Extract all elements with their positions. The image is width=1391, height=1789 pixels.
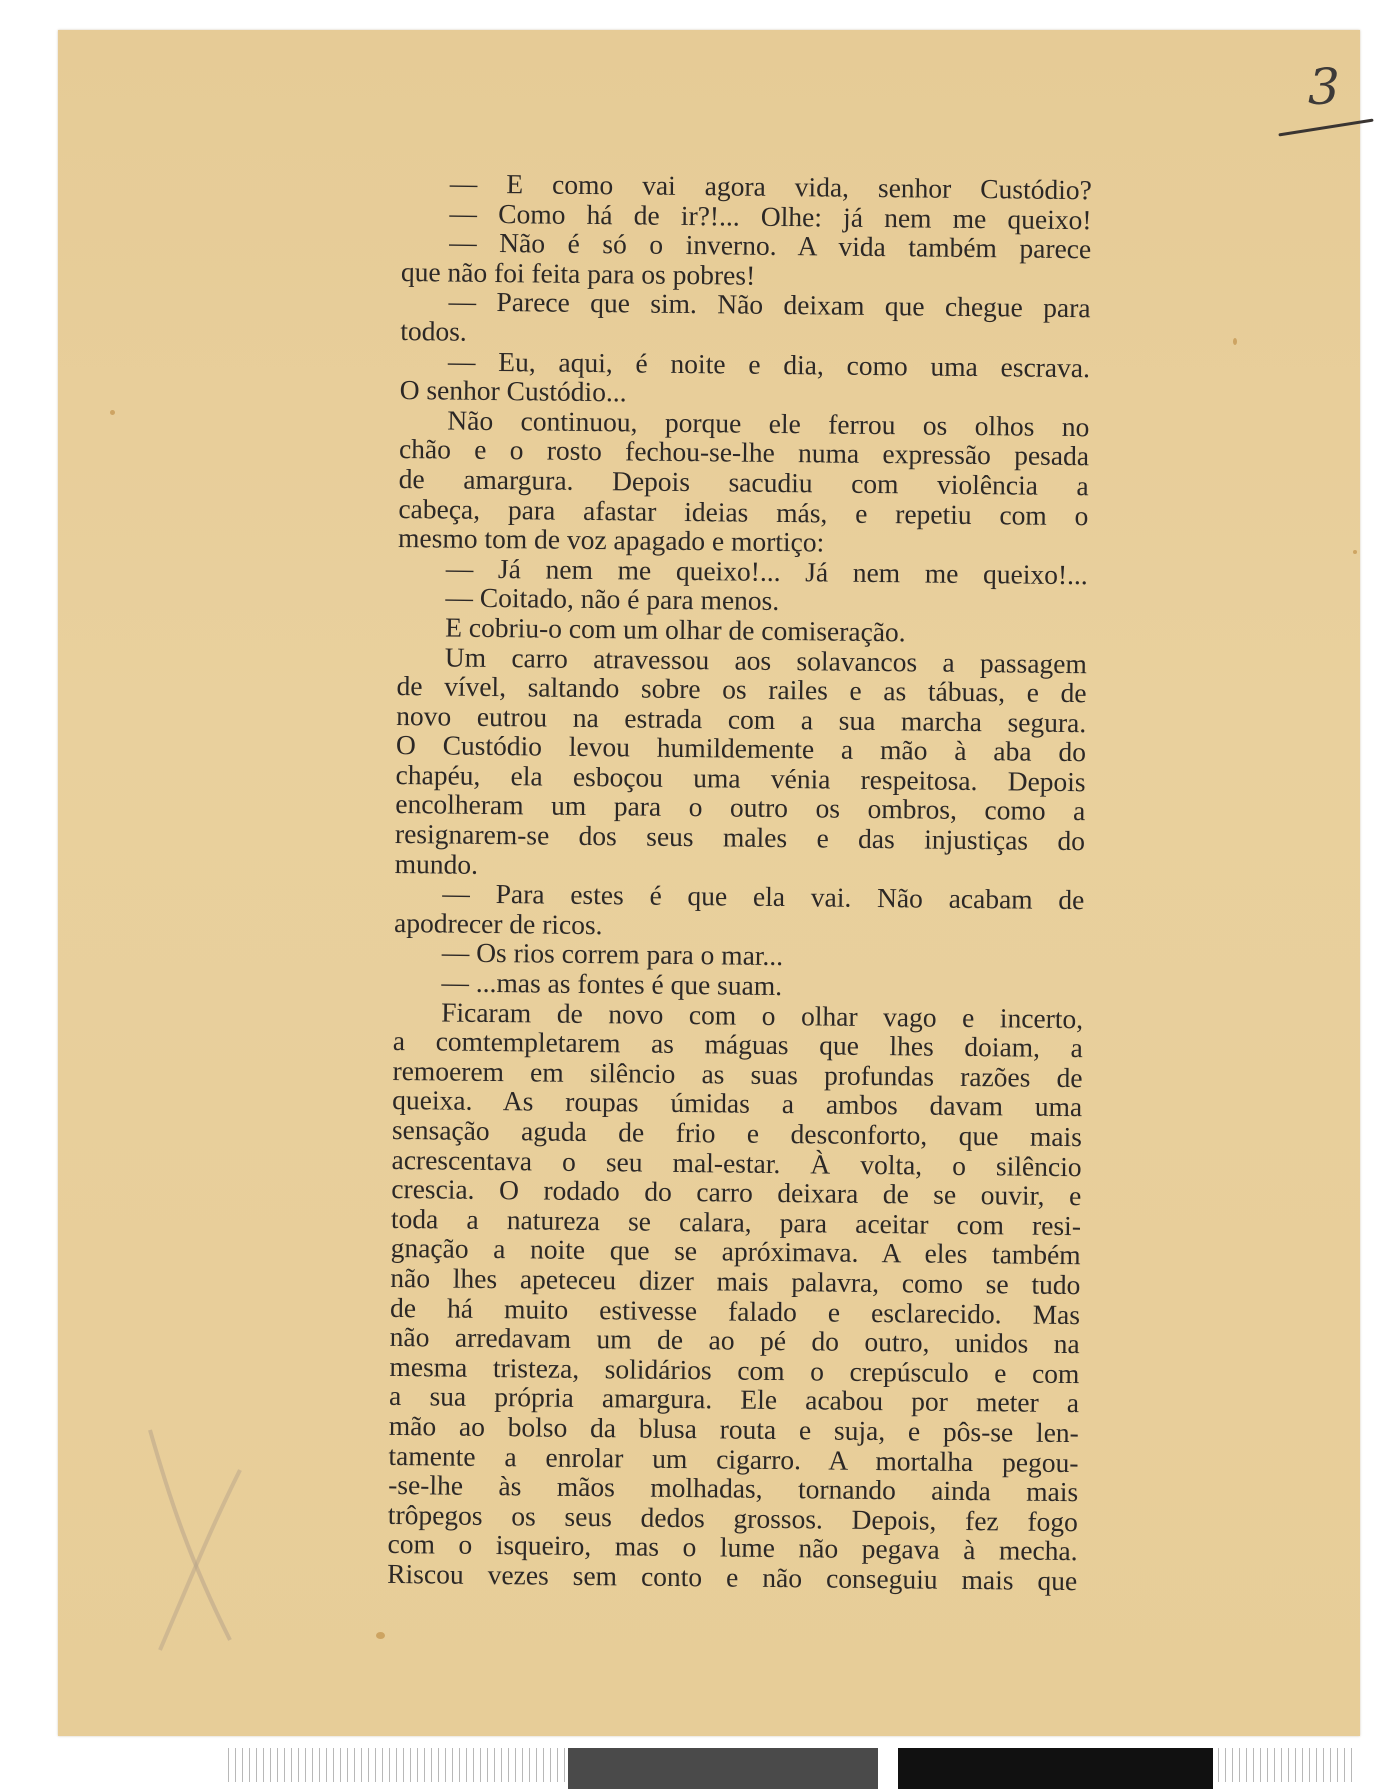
text-line: todos.: [400, 314, 467, 347]
text-line: tamente a enrolar um cigarro. A mortalha pegou-: [388, 1439, 1079, 1478]
text-line: mesma tristeza, solidários com o crepúsculo e com: [389, 1350, 1080, 1389]
text-line: mesmo tom de voz apagado e mortiço:: [397, 522, 825, 558]
text-line: encolheram um para o outro os ombros, como a: [395, 788, 1086, 827]
text-line: — E como vai agora vida, senhor Custódio?: [449, 167, 1092, 206]
text-line: — Os rios correm para o mar...: [441, 936, 784, 972]
paper-speck: [1353, 550, 1357, 554]
text-line: crescia. O rodado do carro deixara de se ouvir, e: [391, 1173, 1082, 1212]
text-line: não arredavam um de ao pé do outro, unidos na: [389, 1321, 1080, 1360]
ruler-grey-patch: [568, 1748, 878, 1789]
text-line: a sua própria amargura. Ele acabou por meter a: [388, 1380, 1080, 1419]
text-line: acrescentava o seu mal-estar. À volta, o silêncio: [391, 1143, 1082, 1182]
text-line: — Como há de ir?!... Olhe: já nem me queixo!: [449, 197, 1092, 235]
text-line: queixa. As roupas úmidas a ambos davam uma: [392, 1084, 1083, 1123]
text-line: gnação a noite que se apróximava. A eles também: [390, 1232, 1081, 1271]
text-line: de há muito estivesse falado e esclarecido. Mas: [389, 1291, 1081, 1330]
text-line: — Para estes é que ela vai. Não acabam de: [442, 877, 1085, 916]
text-line: cabeça, para afastar ideias más, e repetiu com o: [398, 492, 1089, 531]
text-line: — ...mas as fontes é que suam.: [441, 966, 783, 1002]
body-text: [387, 168, 1092, 1596]
text-line: Riscou vezes sem conto e não conseguiu mais que: [387, 1557, 1078, 1597]
text-line: — Já nem me queixo!... Já nem me queixo!...: [445, 552, 1088, 590]
text-line: mundo.: [394, 847, 479, 880]
paper-speck: [376, 1632, 385, 1639]
text-line: não lhes apeteceu dizer mais palavra, como se tudo: [390, 1261, 1081, 1301]
text-line: Um carro atravessou aos solavancos a passagem: [444, 640, 1088, 679]
ruler-black-patch: [898, 1748, 1213, 1789]
text-line: — Eu, aqui, é noite e dia, como uma escrava.: [447, 345, 1091, 383]
scan-color-ruler: [228, 1748, 1358, 1789]
text-line: trôpegos os seus dedos grossos. Depois, fez fogo: [387, 1498, 1079, 1537]
text-line: resignarem-se dos seus males e das injustiças do: [394, 818, 1086, 857]
text-line: chapéu, ela esboçou uma vénia respeitosa. Depois: [395, 758, 1086, 798]
text-line: — Parece que sim. Não deixam que chegue para: [448, 285, 1091, 324]
text-line: O senhor Custódio...: [399, 374, 627, 408]
text-line: E cobriu-o com um olhar de comiseração.: [445, 611, 906, 648]
text-line: novo eutrou na estrada com a sua marcha segura.: [396, 699, 1087, 738]
text-line: O Custódio levou humildemente a mão à aba do: [395, 729, 1087, 768]
pencil-mark: [130, 1410, 270, 1670]
paper-speck: [110, 410, 115, 415]
text-line: remoerem em silêncio as suas profundas razões de: [392, 1054, 1083, 1093]
text-line: mão ao bolso da blusa routa e suja, e pôs-se len-: [388, 1409, 1079, 1449]
text-line: a comtempletarem as máguas que lhes doiam, a: [392, 1025, 1083, 1064]
text-line: chão e o rosto fechou-se-lhe numa expressão pesada: [398, 433, 1090, 472]
text-line: apodrecer de ricos.: [393, 906, 603, 940]
text-line: de amargura. Depois sacudiu com violência a: [398, 462, 1089, 502]
ruler-ticks: [1218, 1748, 1358, 1782]
paper-speck: [1233, 338, 1237, 345]
text-line: — Não é só o inverno. A vida também parece: [449, 226, 1092, 265]
text-line: Ficaram de novo com o olhar vago e incerto,: [441, 996, 1084, 1034]
text-line: sensação aguda de frio e desconforto, que mais: [391, 1113, 1083, 1153]
text-line: com o isqueiro, mas o lume não pegava à mecha.: [387, 1528, 1078, 1567]
text-line: toda a natureza se calara, para aceitar com resi-: [390, 1202, 1082, 1241]
text-line: que não foi feita para os pobres!: [400, 255, 756, 291]
ruler-ticks: [228, 1748, 568, 1782]
text-line: — Coitado, não é para menos.: [445, 581, 780, 617]
text-line: Não continuou, porque ele ferrou os olhos no: [447, 404, 1090, 442]
text-line: -se-lhe às mãos molhadas, tornando ainda mais: [388, 1469, 1079, 1508]
text-line: de vível, saltando sobre os railes e as tábuas, e de: [396, 670, 1087, 709]
ruler-gap: [878, 1748, 898, 1789]
page-number: 3: [1308, 58, 1340, 116]
